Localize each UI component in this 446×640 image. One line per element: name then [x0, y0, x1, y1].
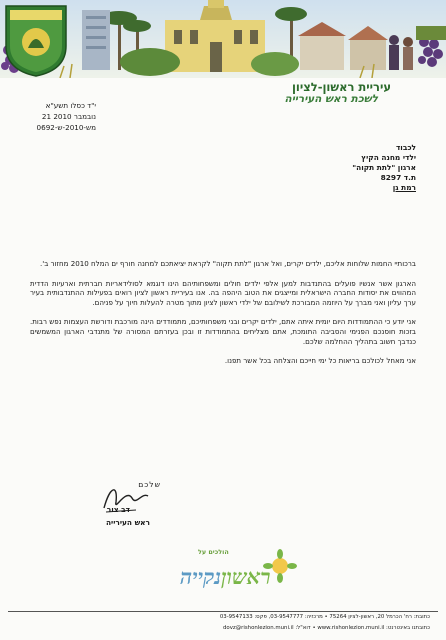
body-paragraph: אני יודע כי ההתמודדות היום יומית איתה אתם, ילדים יקרים ובני משפחותיכם, מתמודדים הינה מורכבת ודורשת העצמות נפש רבות. בזכות חוסנכם הפנימי והסביבה התומכת, אתם מצליחים בהתמודדות זו ובכן בעזרתם המסורה של מתנדבי הארגון המשמשים כנדבך חשוב בתהליך ההחלמה שלכם.: [30, 317, 416, 346]
footer-divider: [8, 611, 438, 612]
civil-date: 21 נובמבר 2010: [41, 112, 96, 122]
addressee-line: ארגון "לתת תקוה": [352, 163, 416, 172]
city-emblem-logo: [0, 0, 72, 78]
date-block: [32, 100, 96, 134]
body-paragraph: אני מאחל לכולכם בריאות כל ימי חייכם והצלחה בכל אשר תפנו.: [224, 356, 416, 366]
logo-wordmark: [180, 564, 271, 590]
footer-web-contact: כתובתנו באינטרנט: www.rishonlezion.muni.il • דוא"ל: dovz@rishonlezion.muni.il: [223, 625, 430, 631]
signer-name: דב צור: [106, 505, 130, 514]
footer-address: כתובת: רח' הכרמל 20, ראשון-לציון 75264 • מרכזיה: 03-9547777, פקס: 03-9547133: [219, 614, 430, 620]
logo-word-main: ראשון: [221, 564, 271, 589]
logo-word-alt: נקייה: [180, 564, 222, 589]
addressee-block: [216, 143, 416, 193]
office-title: לשכת ראש העירייה: [284, 93, 378, 105]
addressee-city: רמת גן: [392, 183, 416, 192]
addressee-line: ת.ד 8297: [380, 173, 416, 182]
body-paragraph: ברכותיי החמות שלוחות אליכם, ילדים יקרים, ואל ארגון "לתת תקוה" לקראת יציאתכם למחנה חורף ים המלח 2010 מחזור ב'.: [40, 259, 416, 268]
salutation: לכבוד: [395, 143, 416, 152]
hebrew-date: י"ד כסלו תשע"א: [45, 101, 96, 110]
signoff: שלכם: [138, 480, 161, 489]
letter-body: [30, 259, 416, 376]
addressee-line: ילדי מחנה הקיץ: [361, 153, 416, 162]
body-paragraph: הארגון אשר אנשיו פועלים בהתנדבות למען אלפי ילדים חולים ומשפחותיהם הינו דוגמא לסולידאריות חברתית וארעיות הדדית המהווים את יסודות החברה הישראלית ומייצגים את הטוב היהפה בה. אנו בעיריית ראשון לציון רואים בפעילות ההתנדבותית בעיר ערך עליון ואני מברך על היוזמה המבורכת לשילובם של ילדי ראשון לציון מתוך מטרה להעלות חיוך על פניהם.: [30, 278, 416, 307]
header-banner: [0, 0, 446, 78]
logo-tagline: הולכים על: [198, 548, 229, 556]
reference-number: מש-2010-ש-0692: [36, 123, 96, 133]
city-title: עיריית ראשון-לציון: [291, 80, 391, 94]
signer-role: ראש העירייה: [105, 518, 150, 527]
